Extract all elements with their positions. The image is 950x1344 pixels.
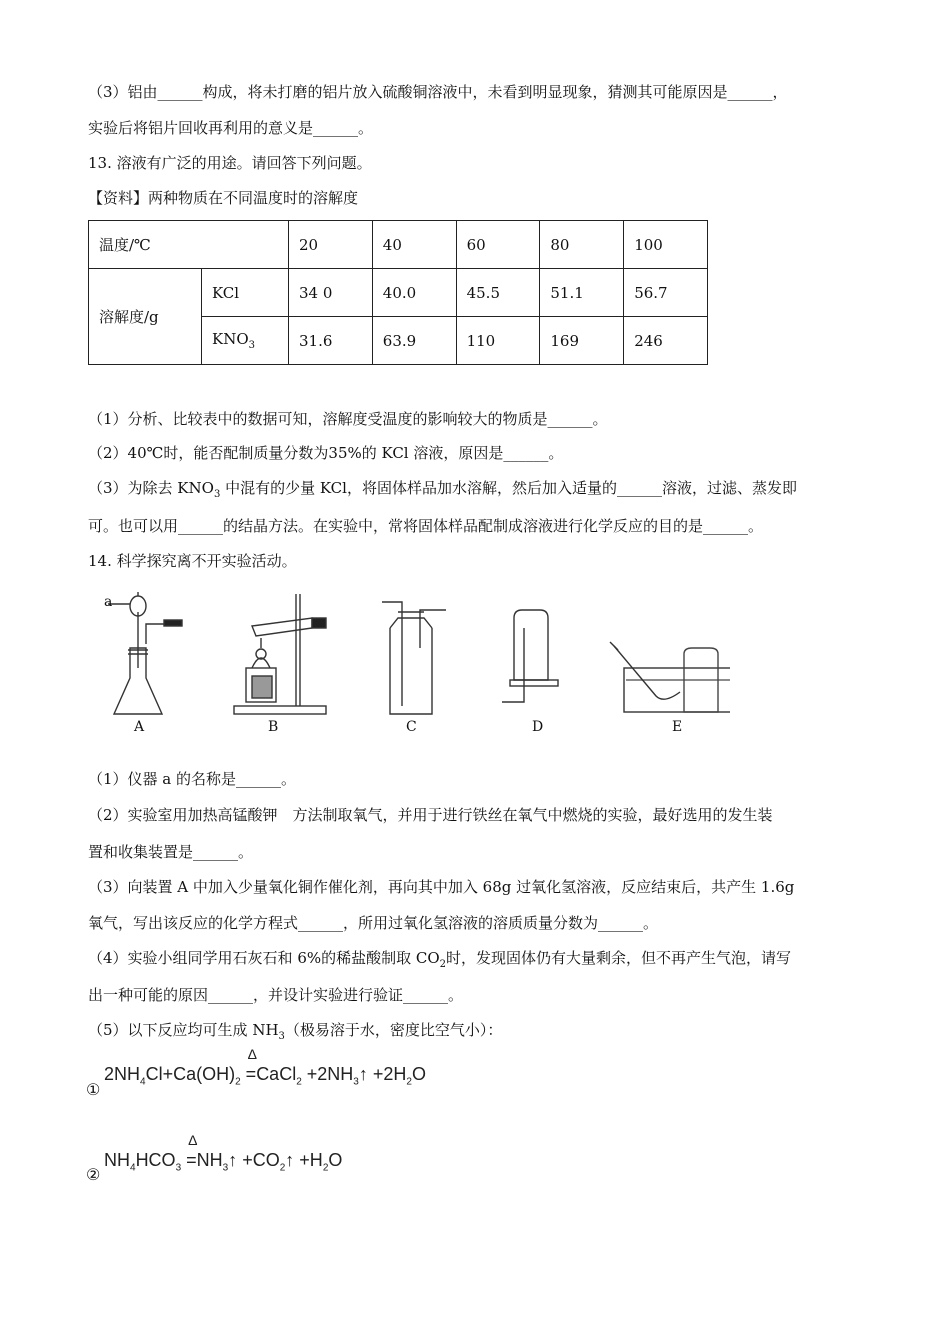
q14-part4-line1: （4）实验小组同学用石灰石和 6%的稀盐酸制取 $CO_2$时，发现固体仍有大量剩余，但不再产生气泡，请写: [88, 949, 792, 970]
label-d: D: [532, 719, 544, 735]
kno3-cell: 169: [540, 317, 624, 365]
apparatus-figure: [90, 588, 730, 748]
kcl-name: KCl: [202, 269, 289, 317]
q14-part3-line1: （3）向装置 A 中加入少量氧化铜作催化剂，再向其中加入 68g 过氧化氢溶液，反应结束后，共产生 1.6g: [88, 878, 795, 896]
kno3-cell: 63.9: [372, 317, 456, 365]
kcl-cell: 56.7: [624, 269, 708, 317]
apparatus-a: [108, 592, 182, 714]
q13-part2: （2）40℃时，能否配制质量分数为35%的 KCl 溶液，原因是______。: [88, 444, 564, 462]
label-c: C: [406, 719, 417, 735]
equation-1: $2NH_4Cl+Ca(OH)_2$ Δ =CaCl$_2$ $+2NH_3↑ +2H_2O$: [104, 1046, 426, 1088]
kcl-cell: 40.0: [372, 269, 456, 317]
solubility-table: [88, 220, 708, 365]
q14-part5: （5）以下反应均可生成 $NH_3$（极易溶于水，密度比空气小）：: [88, 1021, 503, 1042]
temp-cell: 40: [372, 221, 456, 269]
q14-part3-line2: 氧气，写出该反应的化学方程式______，所用过氧化氢溶液的溶质质量分数为______。: [88, 914, 659, 932]
label-e: E: [672, 719, 683, 735]
kno3-cell: 31.6: [289, 317, 373, 365]
apparatus-b: [234, 594, 326, 714]
q12-part3-line2: 实验后将铝片回收再利用的意义是______。: [88, 119, 374, 137]
temp-cell: 60: [456, 221, 540, 269]
label-b: B: [268, 719, 279, 735]
temp-header: 温度/℃: [89, 221, 289, 269]
kcl-cell: 51.1: [540, 269, 624, 317]
q14-part2-line1: （2）实验室用加热高锰酸钾 方法制取氧气，并用于进行铁丝在氧气中燃烧的实验，最好选用的发生装: [88, 806, 773, 824]
q14-part2-line2: 置和收集装置是______。: [88, 843, 254, 861]
solubility-header: 溶解度/g: [89, 269, 202, 365]
equation-1-number: ①: [86, 1080, 101, 1099]
temp-cell: 80: [540, 221, 624, 269]
equation-2: $NH_4HCO_3$ Δ $=NH_3↑$ $+CO_2↑ +H_2O$: [104, 1132, 343, 1174]
q13-info: 【资料】两种物质在不同温度时的溶解度: [88, 189, 359, 207]
temp-cell: 20: [289, 221, 373, 269]
q13-part3-line1: （3）为除去 $KNO_3$ 中混有的少量 KCl，将固体样品加水溶解，然后加入适量的______溶液，过滤、蒸发即: [88, 479, 797, 500]
delta-symbol: Δ: [247, 1046, 258, 1062]
kno3-name: $KNO_3$: [202, 317, 289, 365]
temp-cell: 100: [624, 221, 708, 269]
instrument-a-label: a: [104, 594, 113, 610]
kno3-cell: 246: [624, 317, 708, 365]
kcl-cell: 45.5: [456, 269, 540, 317]
kno3-cell: 110: [456, 317, 540, 365]
table-row: [89, 269, 708, 317]
label-a: A: [134, 719, 145, 735]
equation-2-number: ②: [86, 1165, 101, 1184]
delta-symbol: Δ: [188, 1132, 198, 1148]
table-row: [89, 221, 708, 269]
q13-part1: （1）分析、比较表中的数据可知，溶解度受温度的影响较大的物质是______。: [88, 410, 608, 428]
q14-part4-line2: 出一种可能的原因______，并设计实验进行验证______。: [88, 986, 464, 1004]
q13-title: 13. 溶液有广泛的用途。请回答下列问题。: [88, 154, 372, 172]
apparatus-e: [610, 642, 730, 712]
q14-title: 14. 科学探究离不开实验活动。: [88, 552, 297, 570]
apparatus-c: [382, 602, 446, 714]
apparatus-d: [502, 610, 558, 702]
q12-part3-line1: （3）铝由______构成，将未打磨的铝片放入硫酸铜溶液中，未看到明显现象，猜测其可能原因是______，: [88, 83, 788, 101]
q13-part3-line2: 可。也可以用______的结晶方法。在实验中，常将固体样品配制成溶液进行化学反应的目的是______。: [88, 517, 764, 535]
q14-part1: （1）仪器 a 的名称是______。: [88, 770, 297, 788]
kcl-cell: 34 0: [289, 269, 373, 317]
